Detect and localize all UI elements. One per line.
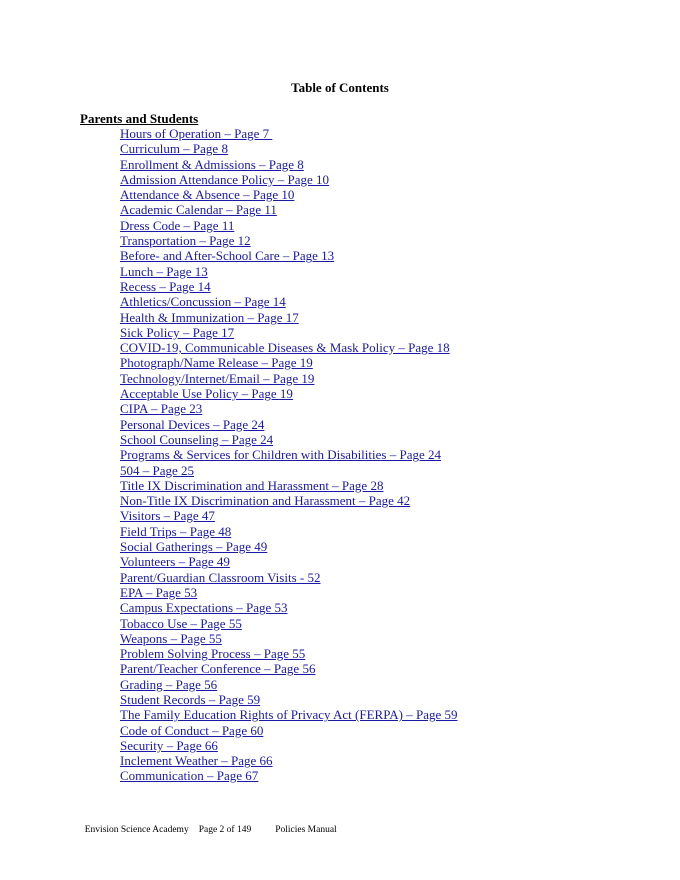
toc-link[interactable]: Programs & Services for Children with Disabilities – Page 24 [120,447,441,463]
toc-link[interactable]: Dress Code – Page 11 [120,217,235,233]
toc-link[interactable]: EPA – Page 53 [120,584,198,600]
toc-link[interactable]: 504 – Page 25 [120,462,195,478]
toc-entry [120,401,458,416]
section-heading-parents-students: Parents and Students [80,111,199,126]
toc-link[interactable]: Inclement Weather – Page 66 [120,753,273,769]
toc-link[interactable]: Visitors – Page 47 [120,508,215,524]
toc-link[interactable]: Recess – Page 14 [120,278,211,294]
toc-link[interactable]: Parent/Teacher Conference – Page 56 [120,661,316,677]
toc-entry [120,310,458,325]
toc-entry [120,371,458,386]
toc-entry [120,355,458,370]
toc-entry [120,141,458,156]
toc-link[interactable]: Campus Expectations – Page 53 [120,600,288,616]
toc-link[interactable]: Title IX Discrimination and Harassment – Page 28 [120,477,384,493]
toc-link[interactable]: Lunch – Page 13 [120,263,208,279]
toc-entry [120,463,458,478]
footer-school-name: Envision Science Academy [84,825,189,835]
toc-link[interactable]: School Counseling – Page 24 [120,431,274,447]
toc-entry [120,677,458,692]
toc-entry [120,126,458,141]
toc-link[interactable]: Volunteers – Page 49 [120,554,230,570]
toc-link[interactable]: Sick Policy – Page 17 [120,324,235,340]
toc-entry [120,187,458,202]
toc-link[interactable]: Enrollment & Admissions – Page 8 [120,156,304,172]
toc-entry [120,279,458,294]
toc-entry [120,570,458,585]
toc-entry [120,524,458,539]
toc-entry [120,386,458,401]
toc-link[interactable]: Hours of Operation – Page 7 [120,126,273,141]
toc-link[interactable]: Social Gatherings – Page 49 [120,539,268,555]
toc-link[interactable]: Communication – Page 67 [120,768,259,784]
toc-entry [120,692,458,707]
toc-entry [120,768,458,783]
toc-link[interactable]: Curriculum – Page 8 [120,141,228,157]
toc-link[interactable]: Academic Calendar – Page 11 [120,202,277,218]
toc-entry [120,554,458,569]
toc-entry [120,340,458,355]
toc-entry [120,417,458,432]
toc-entry [120,294,458,309]
toc-link[interactable]: Code of Conduct – Page 60 [120,722,264,738]
toc-entry [120,233,458,248]
toc-entry [120,738,458,753]
toc-link[interactable]: Transportation – Page 12 [120,233,251,249]
toc-entry [120,248,458,263]
toc-link[interactable]: Security – Page 66 [120,737,218,753]
toc-entry [120,707,458,722]
toc-entry [120,585,458,600]
toc-link[interactable]: Weapons – Page 55 [120,630,222,646]
toc-link[interactable]: Technology/Internet/Email – Page 19 [120,370,315,386]
toc-link[interactable]: Photograph/Name Release – Page 19 [120,355,313,371]
toc-link[interactable]: Athletics/Concussion – Page 14 [120,294,286,310]
toc-entry [120,493,458,508]
toc-list [120,126,458,784]
toc-entry [120,172,458,187]
toc-entry [120,218,458,233]
toc-entry [120,325,458,340]
toc-entry [120,600,458,615]
toc-entry [120,202,458,217]
toc-entry [120,264,458,279]
toc-entry [120,157,458,172]
toc-link[interactable]: Admission Attendance Policy – Page 10 [120,171,330,187]
toc-entry [120,539,458,554]
toc-link[interactable]: Personal Devices – Page 24 [120,416,265,432]
toc-link[interactable]: CIPA – Page 23 [120,401,203,417]
toc-link[interactable]: Field Trips – Page 48 [120,523,232,539]
toc-entry [120,478,458,493]
toc-link[interactable]: Grading – Page 56 [120,676,218,692]
toc-entry [120,447,458,462]
toc-link[interactable]: Problem Solving Process – Page 55 [120,646,306,662]
footer-manual-name: Policies Manual [275,825,337,835]
toc-link[interactable]: Health & Immunization – Page 17 [120,309,299,325]
toc-entry [120,616,458,631]
toc-link[interactable]: Tobacco Use – Page 55 [120,615,242,631]
toc-entry [120,631,458,646]
toc-link[interactable]: Student Records – Page 59 [120,691,261,707]
toc-link[interactable]: Attendance & Absence – Page 10 [120,187,295,203]
toc-entry [120,723,458,738]
toc-link[interactable]: COVID-19, Communicable Diseases & Mask Policy – Page 18 [120,340,450,356]
page-footer [80,812,337,836]
toc-title: Table of Contents [291,80,389,95]
toc-entry [120,646,458,661]
toc-link[interactable]: Parent/Guardian Classroom Visits - 52 [120,569,321,585]
footer-page-number: Page 2 of 149 [198,825,252,835]
toc-entry [120,432,458,447]
toc-link[interactable]: Before- and After-School Care – Page 13 [120,248,335,264]
toc-link[interactable]: Acceptable Use Policy – Page 19 [120,386,293,402]
toc-entry [120,753,458,768]
toc-link[interactable]: Non-Title IX Discrimination and Harassment – Page 42 [120,493,411,509]
toc-entry [120,508,458,523]
toc-entry [120,661,458,676]
toc-link[interactable]: The Family Education Rights of Privacy Act (FERPA) – Page 59 [120,707,458,723]
